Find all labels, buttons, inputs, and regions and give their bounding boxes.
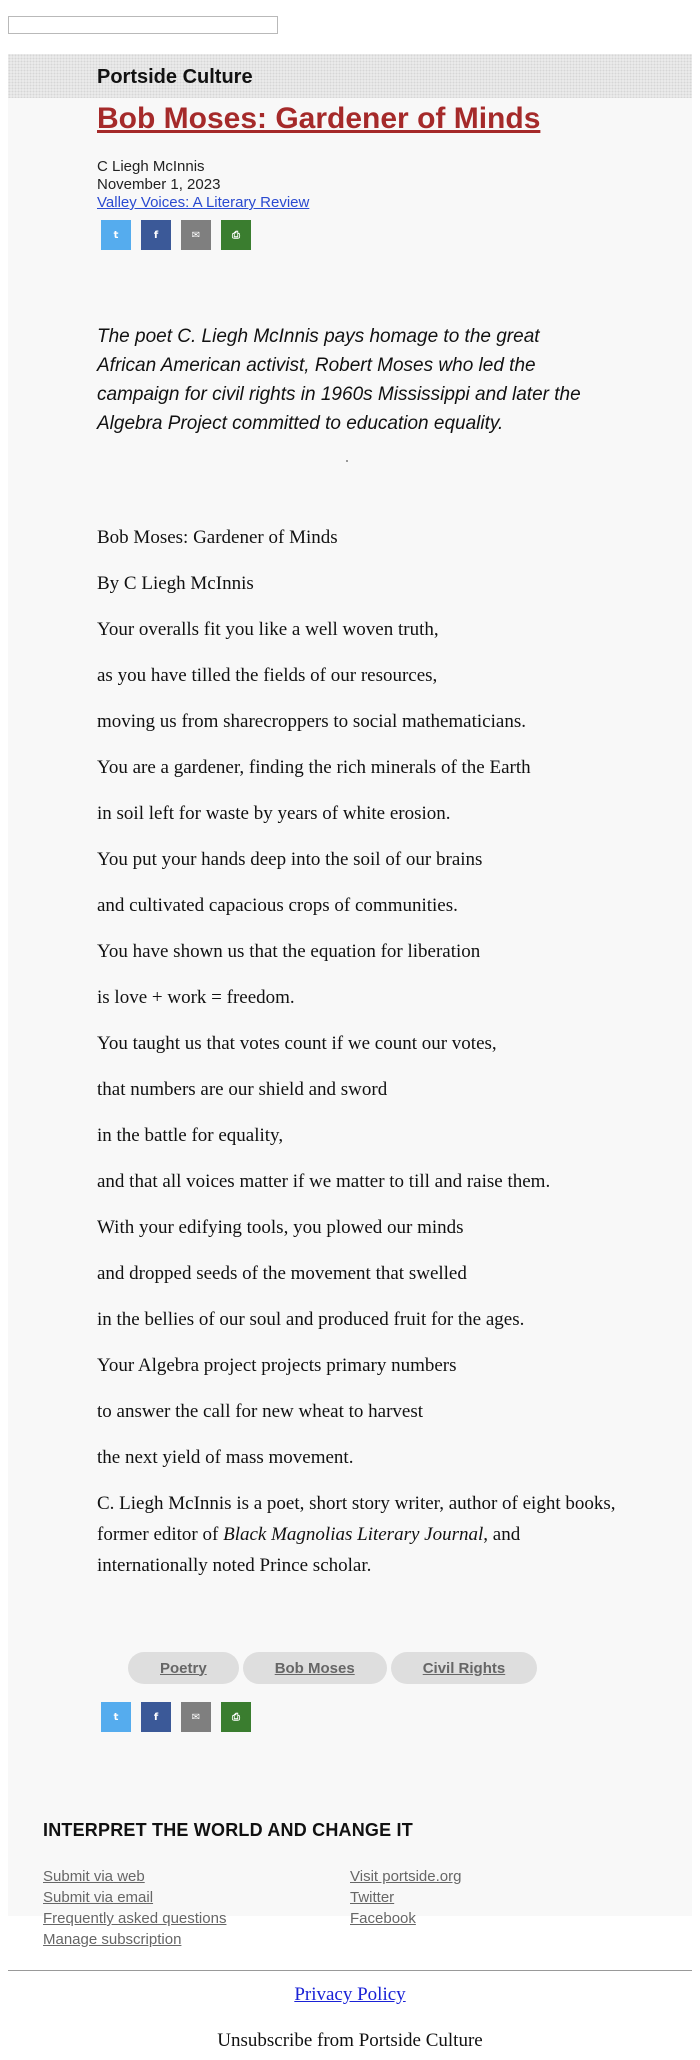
source-link[interactable]: Valley Voices: A Literary Review (97, 194, 310, 211)
site-name: Portside Culture (97, 66, 253, 88)
bio-text-start: C. Liegh McInnis is a poet, short story writer, author of eight books, former editor of (97, 1493, 616, 1545)
email-body (8, 54, 692, 1948)
print-icon: ⎙ (232, 229, 240, 241)
submit-email-link[interactable]: Submit via email (43, 1889, 154, 1906)
email-share-button[interactable] (181, 220, 211, 250)
facebook-icon: f (153, 1711, 159, 1723)
twitter-share-button[interactable] (101, 1702, 131, 1732)
tag-civil-rights[interactable]: Civil Rights (391, 1652, 538, 1684)
email-icon: ✉ (191, 229, 201, 241)
poem-line: that numbers are our shield and sword (97, 1079, 388, 1100)
poem-body (97, 526, 617, 1604)
poem-line: is love + work = freedom. (97, 987, 295, 1008)
author: C Liegh McInnis (97, 158, 205, 175)
poem-line: You put your hands deep into the soil of our brains (97, 849, 483, 870)
bio-text-end: , and internationally noted Prince scholar. (97, 1524, 521, 1576)
facebook-share-button[interactable] (141, 220, 171, 250)
email-icon: ✉ (191, 1711, 201, 1723)
print-button[interactable] (221, 1702, 251, 1732)
privacy-policy-link[interactable]: Privacy Policy (294, 1984, 406, 2005)
poem-line: Your overalls fit you like a well woven truth, (97, 619, 439, 640)
divider (8, 1970, 692, 1971)
email-share-button[interactable] (181, 1702, 211, 1732)
twitter-share-button[interactable] (101, 220, 131, 250)
poem-line: You taught us that votes count if we count our votes, (97, 1033, 497, 1054)
poem-line: the next yield of mass movement. (97, 1447, 354, 1468)
print-button[interactable] (221, 220, 251, 250)
poem-line: Your Algebra project projects primary numbers (97, 1355, 457, 1376)
facebook-link[interactable]: Facebook (350, 1910, 416, 1927)
poem-line: With your edifying tools, you plowed our minds (97, 1217, 464, 1238)
poem-line: By C Liegh McInnis (97, 573, 254, 594)
poem-line: and dropped seeds of the movement that swelled (97, 1263, 467, 1284)
poem-line: and cultivated capacious crops of communities. (97, 895, 458, 916)
faq-link[interactable]: Frequently asked questions (43, 1910, 227, 1927)
manage-subscription-link[interactable]: Manage subscription (43, 1931, 182, 1948)
poem-line: in the battle for equality, (97, 1125, 284, 1146)
poem-line: in soil left for waste by years of white erosion. (97, 803, 451, 824)
poem-line: in the bellies of our soul and produced fruit for the ages. (97, 1309, 525, 1330)
poem-line: to answer the call for new wheat to harvest (97, 1401, 424, 1422)
twitter-icon: t (113, 229, 119, 241)
twitter-link[interactable]: Twitter (350, 1889, 395, 1906)
visit-portside-link[interactable]: Visit portside.org (350, 1868, 462, 1885)
poem-line: moving us from sharecroppers to social mathematicians. (97, 711, 526, 732)
twitter-icon: t (113, 1711, 119, 1723)
broken-header-image (8, 16, 278, 34)
facebook-icon: f (153, 229, 159, 241)
article-summary: The poet C. Liegh McInnis pays homage to the great African American activist, Robert Moses who led the campaign for civil rights in 1960s Mississippi and later the Algebra Project committed to education equality. (97, 326, 581, 434)
article-title-link[interactable]: Bob Moses: Gardener of Minds (97, 102, 541, 135)
poem-line: and that all voices matter if we matter to till and raise them. (97, 1171, 551, 1192)
date: November 1, 2023 (97, 176, 221, 193)
bio-journal-title: Black Magnolias Literary Journal (223, 1524, 484, 1545)
tag-list (128, 1652, 537, 1684)
footer-left-links (43, 1866, 226, 1950)
footer-heading: INTERPRET THE WORLD AND CHANGE IT (43, 1820, 413, 1840)
footer-right-links (350, 1866, 461, 1929)
facebook-share-button[interactable] (141, 1702, 171, 1732)
share-bar-bottom (101, 1702, 251, 1732)
spacer-image (346, 460, 348, 462)
poem-line: Bob Moses: Gardener of Minds (97, 527, 338, 548)
tag-poetry[interactable]: Poetry (128, 1652, 239, 1684)
author-bio (97, 1488, 617, 1581)
print-icon: ⎙ (232, 1711, 240, 1723)
poem-line: You have shown us that the equation for liberation (97, 941, 481, 962)
tag-bob-moses[interactable]: Bob Moses (243, 1652, 387, 1684)
article-meta (97, 158, 309, 212)
unsubscribe-text[interactable]: Unsubscribe from Portside Culture (217, 2030, 483, 2051)
poem-line: as you have tilled the fields of our resources, (97, 665, 438, 686)
poem-line: You are a gardener, finding the rich minerals of the Earth (97, 757, 531, 778)
submit-web-link[interactable]: Submit via web (43, 1868, 145, 1885)
share-bar-top (101, 220, 251, 250)
